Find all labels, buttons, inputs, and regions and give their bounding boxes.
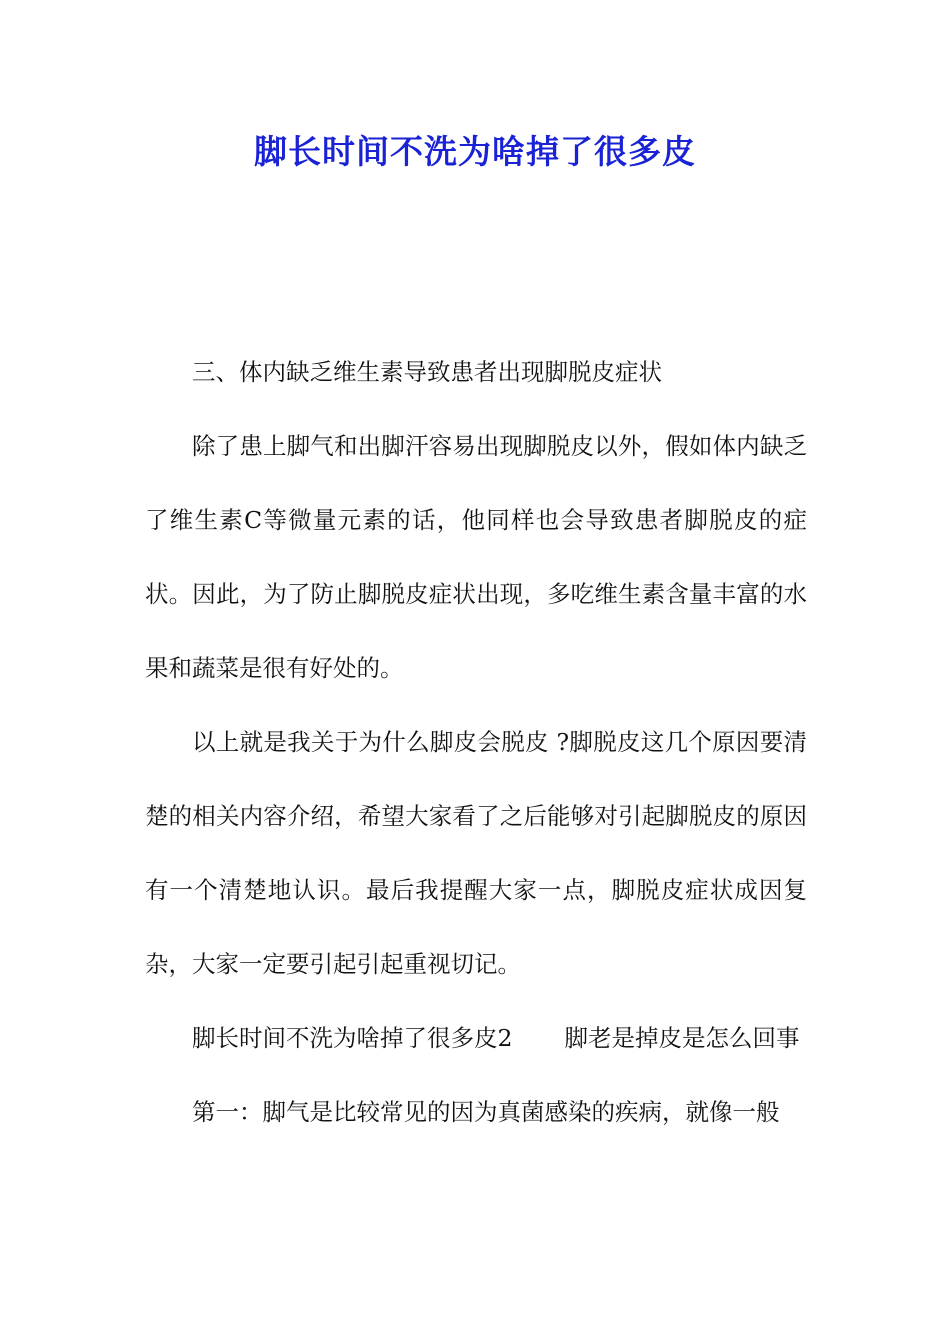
paragraph-athletes-foot: 第一：脚气是比较常见的因为真菌感染的疾病，就像一般 — [192, 1098, 780, 1126]
document-title: 脚长时间不洗为啥掉了很多皮 — [254, 132, 696, 171]
document-body — [145, 335, 807, 1149]
paragraph-vitamin-deficiency: 除了患上脚气和出脚汗容易出现脚脱皮以外，假如体内缺乏了维生素C等微量元素的话，他同样也会导致患者脚脱皮的症状。因此，为了防止脚脱皮症状出现，多吃维生素含量丰富的水果和蔬菜是很有好处的。 — [145, 432, 807, 682]
section-title: 脚长时间不洗为啥掉了很多皮2 — [192, 1024, 513, 1052]
section-question: 脚老是掉皮是怎么回事 — [564, 1024, 800, 1052]
paragraph-section-heading — [145, 1001, 807, 1075]
paragraph-summary: 以上就是我关于为什么脚皮会脱皮 ?脚脱皮这几个原因要清楚的相关内容介绍，希望大家看了之后能够对引起脚脱皮的原因有一个清楚地认识。最后我提醒大家一点，脚脱皮症状成因复杂，大家一定要引起引起重视切记。 — [145, 728, 807, 978]
paragraph-heading-vitamin: 三、体内缺乏维生素导致患者出现脚脱皮症状 — [192, 358, 662, 386]
